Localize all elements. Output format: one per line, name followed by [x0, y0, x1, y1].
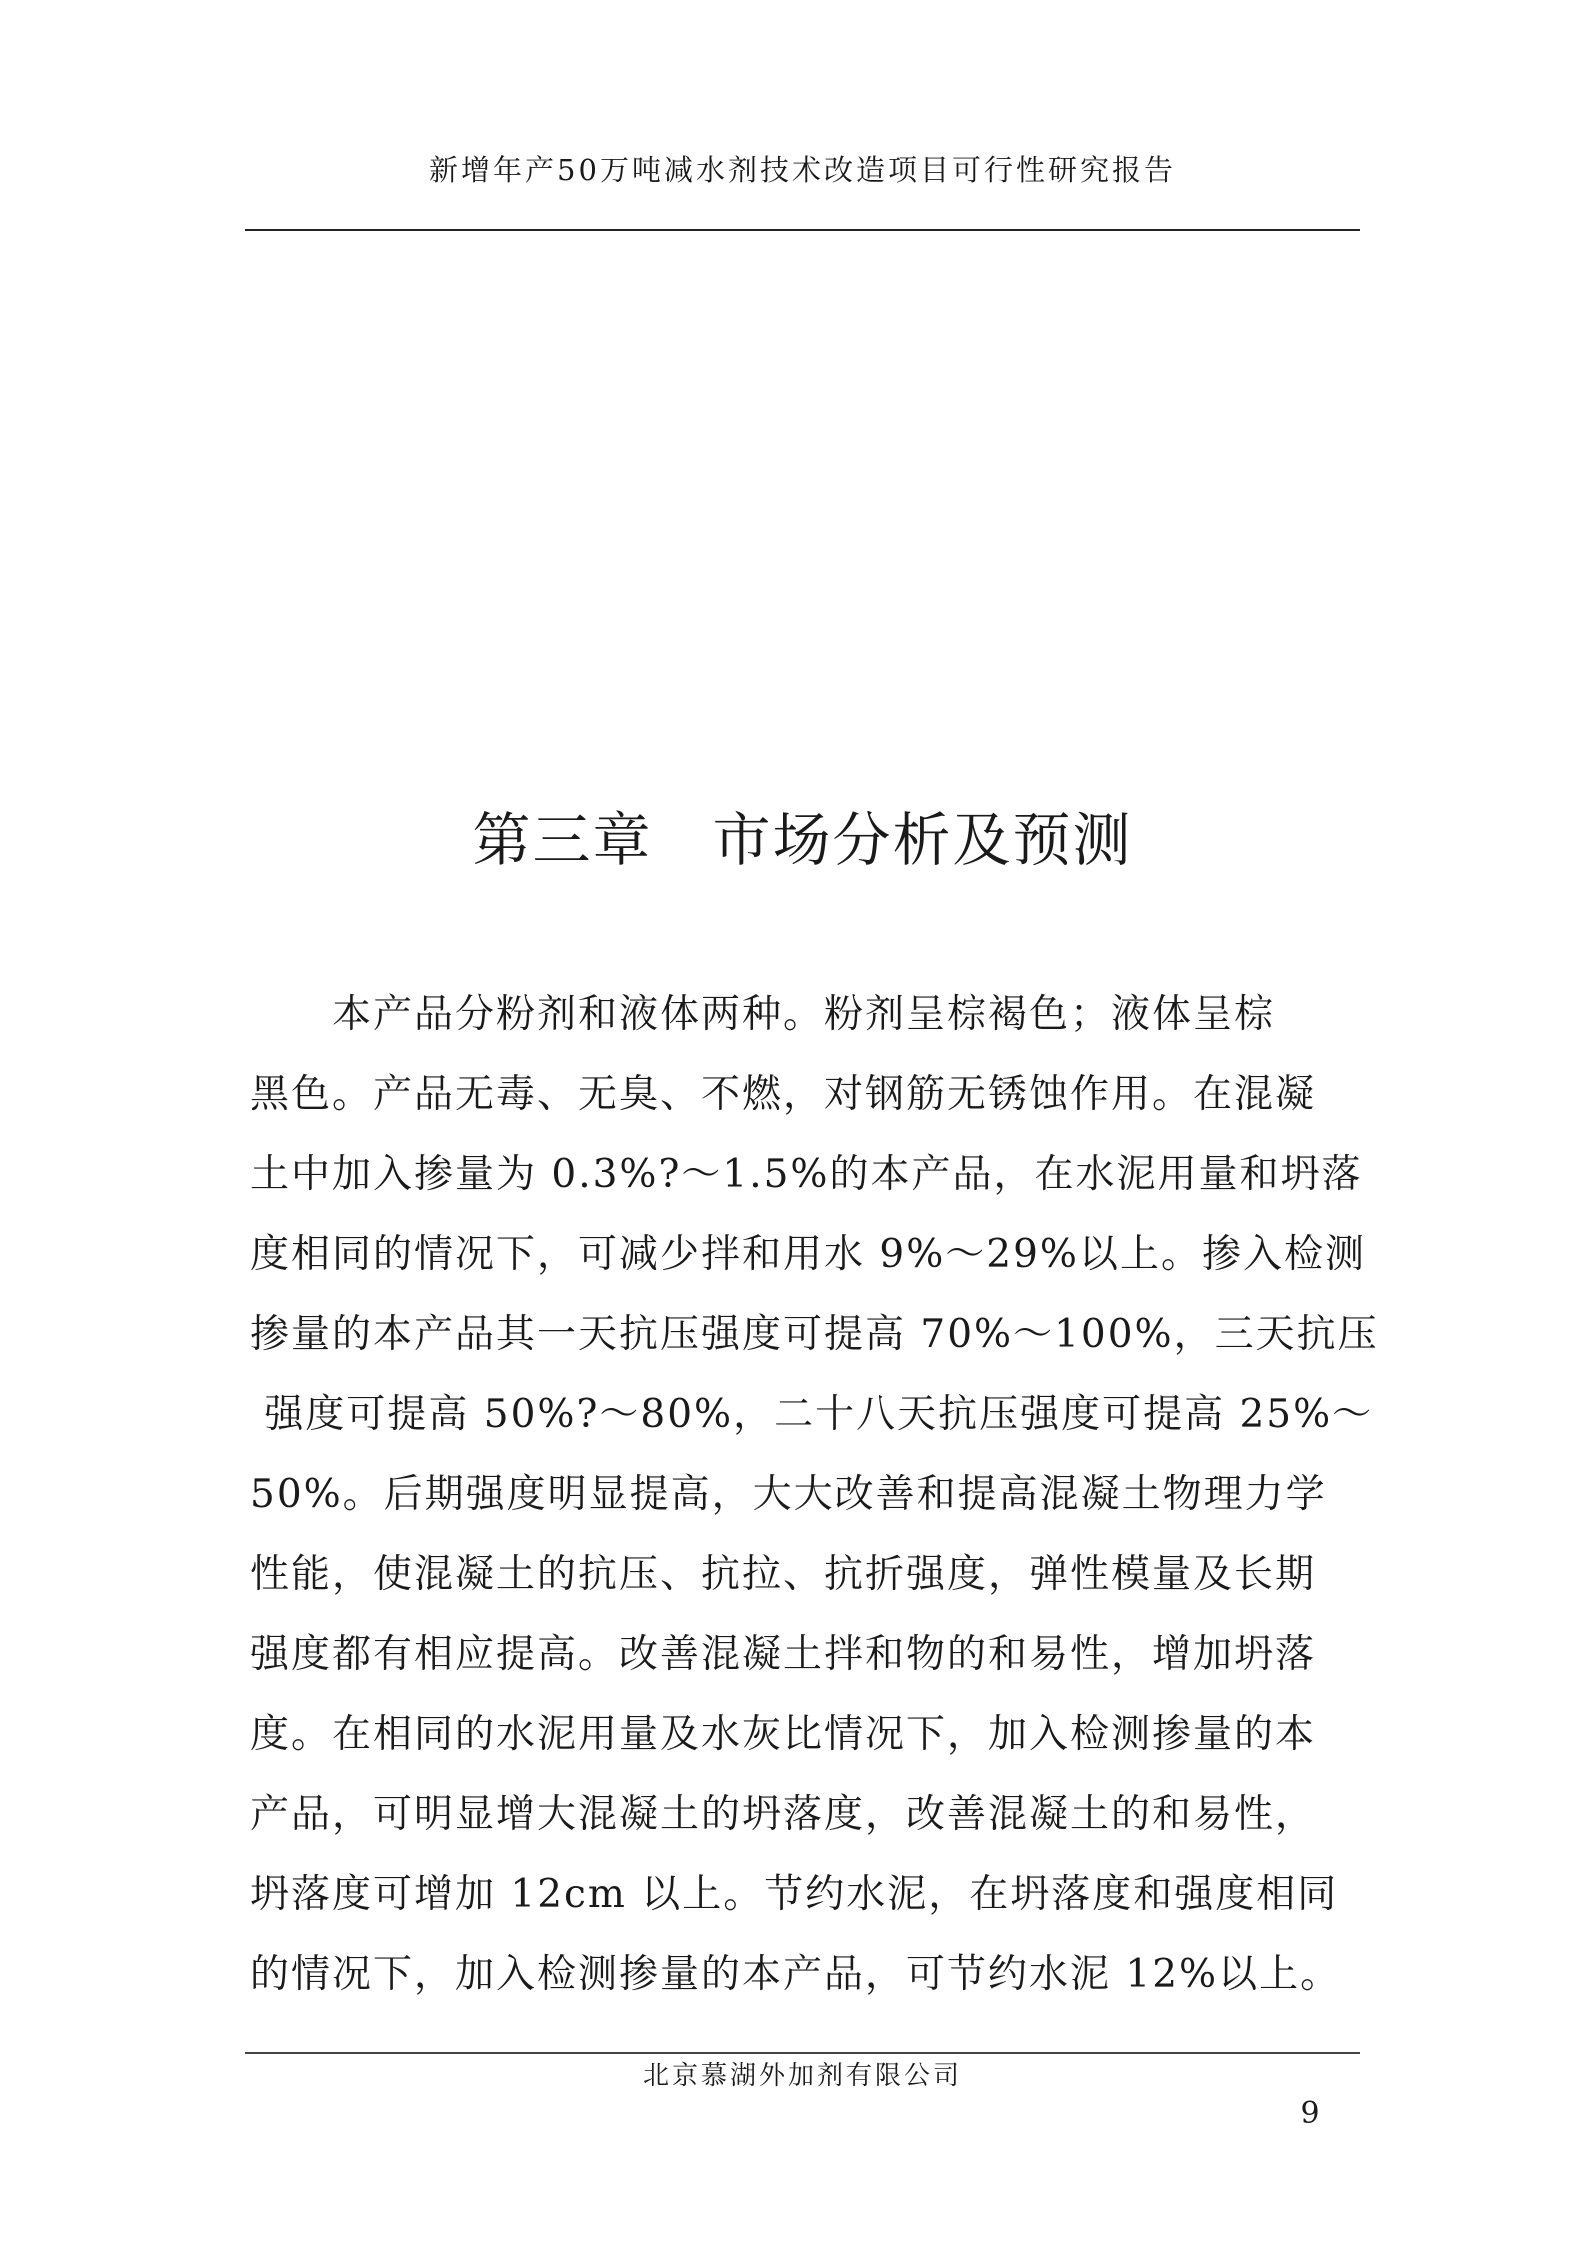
chapter-title: 第三章 市场分析及预测: [472, 806, 1133, 874]
paragraph-line: 土中加入掺量为 0.3%?～1.5%的本产品，在水泥用量和坍落: [250, 1152, 1363, 1197]
paragraph-line: 度。在相同的水泥用量及水灰比情况下，加入检测掺量的本: [250, 1712, 1317, 1757]
header-divider: [245, 229, 1360, 231]
paragraph-line: 50%。后期强度明显提高，大大改善和提高混凝土物理力学: [250, 1472, 1327, 1517]
page-number: 9: [1300, 2096, 1320, 2131]
paragraph-line: 掺量的本产品其一天抗压强度可提高 70%～100%，三天抗压: [250, 1312, 1379, 1357]
paragraph-line: 强度可提高 50%?～80%，二十八天抗压强度可提高 25%～: [250, 1392, 1374, 1437]
paragraph-line: 坍落度可增加 12cm 以上。节约水泥，在坍落度和强度相同: [250, 1872, 1339, 1917]
footer-company-name: 北京慕湖外加剂有限公司: [642, 2061, 962, 2091]
body-paragraph: [250, 975, 1379, 2015]
paragraph-line: 强度都有相应提高。改善混凝土拌和物的和易性，增加坍落: [250, 1632, 1317, 1677]
footer-divider: [245, 2052, 1360, 2054]
paragraph-line: 本产品分粉剂和液体两种。粉剂呈棕褐色；液体呈棕: [250, 992, 1276, 1037]
paragraph-line: 的情况下，加入检测掺量的本产品，可节约水泥 12%以上。: [250, 1952, 1342, 1997]
paragraph-line: 产品，可明显增大混凝土的坍落度，改善混凝土的和易性，: [250, 1792, 1317, 1837]
paragraph-line: 度相同的情况下，可减少拌和用水 9%～29%以上。掺入检测: [250, 1232, 1366, 1277]
page-header-title: 新增年产50万吨减水剂技术改造项目可行性研究报告: [429, 153, 1176, 187]
paragraph-line: 黑色。产品无毒、无臭、不燃，对钢筋无锈蚀作用。在混凝: [250, 1072, 1317, 1117]
paragraph-line: 性能，使混凝土的抗压、抗拉、抗折强度，弹性模量及长期: [250, 1552, 1317, 1597]
